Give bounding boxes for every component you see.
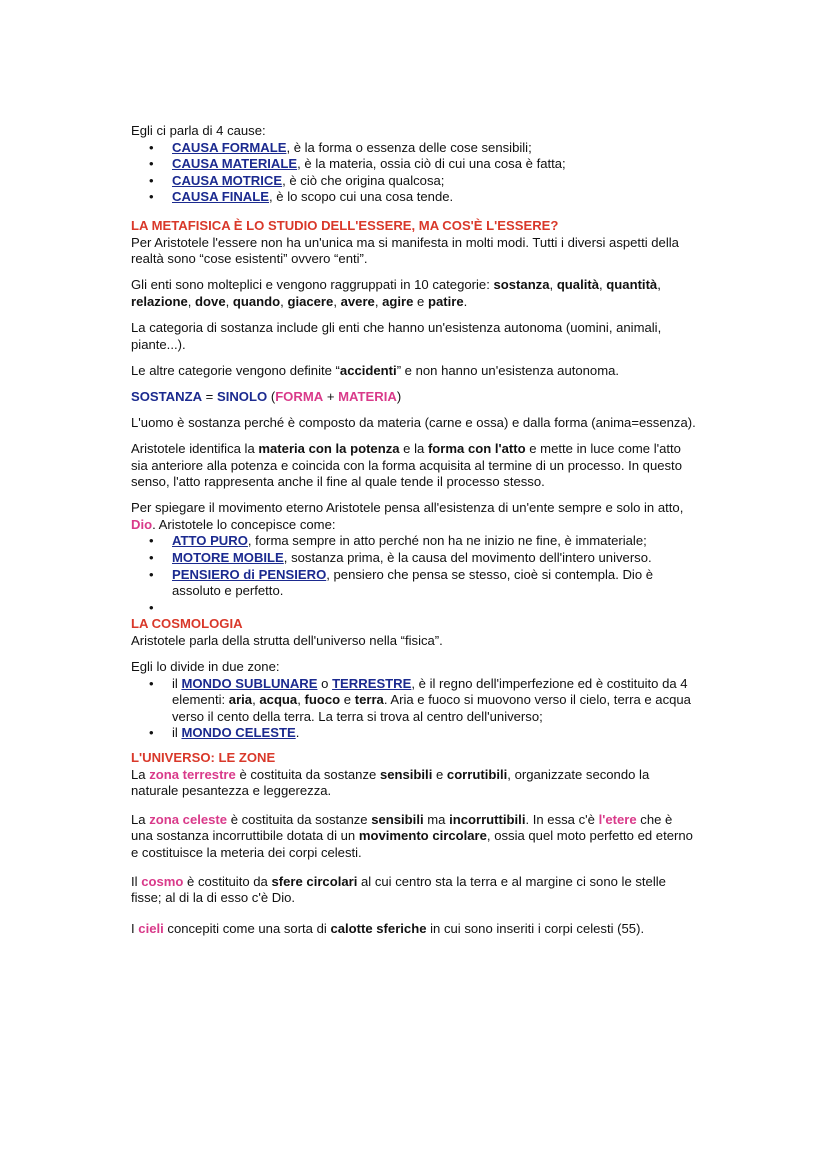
paragraph: [131, 921, 696, 938]
bold-term: avere: [340, 293, 375, 309]
bullet-icon: •: [149, 533, 154, 549]
text: ,: [374, 293, 383, 309]
text: ma: [423, 811, 450, 827]
text: è costituito da: [183, 873, 272, 889]
list-item: [131, 156, 696, 173]
paragraph: [131, 441, 696, 491]
text: o: [317, 675, 333, 691]
text: ,: [225, 293, 233, 309]
text: La: [131, 811, 150, 827]
list-item: [131, 567, 696, 600]
item-text: , è la forma o essenza delle cose sensibili;: [286, 139, 532, 155]
text: .: [295, 725, 300, 741]
text: , organizzate secondo la naturale pesantezza e leggerezza.: [131, 766, 650, 799]
paragraph: [131, 500, 696, 533]
intro-text: Egli ci parla di 4 cause:: [131, 123, 266, 138]
item-text: , è ciò che origina qualcosa;: [282, 172, 445, 188]
paragraph: La categoria di sostanza include gli enti che hanno un'esistenza autonoma (uomini, animali, piante...).: [131, 319, 662, 352]
text: è costituita da sostanze: [227, 811, 372, 827]
text: al cui centro sta la terra e al margine ci sono le stelle fisse; al di la di esso c'è Dio.: [131, 873, 666, 906]
text: Aristotele identifica la: [131, 440, 259, 456]
section-heading: L'UNIVERSO: LE ZONE: [131, 750, 276, 765]
text: e: [432, 766, 447, 782]
section-heading: LA METAFISICA È LO STUDIO DELL'ESSERE, MA COS'È L'ESSERE?: [131, 217, 559, 233]
bold-term: forma con l'atto: [427, 440, 526, 456]
list-item: [131, 676, 696, 726]
paragraph: Per Aristotele l'essere non ha un'unica ma si manifesta in molti modi. Tutti i diversi aspetti della realtà sono “cose esistenti” ovvero “enti”.: [131, 234, 679, 267]
bold-term: relazione: [131, 293, 188, 309]
text: in cui sono inseriti i corpi celesti (55).: [426, 920, 645, 936]
paragraph: L'uomo è sostanza perché è composto da materia (carne e ossa) e dalla forma (anima=essenza).: [131, 414, 696, 430]
bold-term: patire: [427, 293, 464, 309]
bold-term: giacere: [287, 293, 334, 309]
highlight-term: zona celeste: [149, 811, 228, 827]
document-page: [131, 123, 696, 937]
text: . Aria e fuoco si muovono verso il cielo, terra e acqua verso il cento della terra. La terra si trova al centro dell'universo;: [172, 692, 691, 724]
text: il: [172, 725, 182, 741]
term: CAUSA MOTRICE: [172, 172, 283, 188]
list-item: [131, 550, 696, 567]
text: e: [413, 293, 428, 309]
text: concepiti come una sorta di: [163, 920, 331, 936]
term: MOTORE MOBILE: [172, 549, 284, 565]
text: Le altre categorie vengono definite “: [131, 362, 340, 378]
text: +: [323, 388, 339, 404]
dio-list: [131, 533, 696, 616]
item-text: , sostanza prima, è la causa del movimento dell'intero universo.: [283, 549, 652, 565]
list-item: [131, 533, 696, 550]
term: MONDO SUBLUNARE: [181, 675, 318, 691]
list-item: [131, 725, 696, 742]
text: Per spiegare il movimento eterno Aristotele pensa all'esistenza di un'ente sempre e solo in atto,: [131, 500, 684, 516]
text: ,: [280, 293, 288, 309]
term: CAUSA FINALE: [172, 189, 269, 205]
term: CAUSA FORMALE: [172, 139, 287, 155]
bold-term: sensibili: [379, 766, 433, 782]
text: Gli enti sono molteplici e vengono raggruppati in 10 categorie:: [131, 277, 494, 293]
text: La: [131, 766, 150, 782]
bold-term: terra: [354, 692, 384, 708]
bold-term: sostanza: [493, 277, 550, 293]
term: MONDO CELESTE: [181, 725, 296, 741]
paragraph: [131, 874, 696, 907]
text: ,: [252, 692, 260, 708]
cause-list: [131, 140, 696, 206]
text: I: [131, 920, 139, 936]
term: CAUSA MATERIALE: [172, 156, 298, 172]
text: ): [396, 388, 402, 404]
bold-term: qualità: [556, 277, 600, 293]
bullet-icon: •: [149, 675, 154, 691]
text: , è il regno dell'imperfezione ed è costituito da 4 elementi:: [172, 675, 688, 708]
list-item: [131, 140, 696, 157]
highlight-term: zona terrestre: [149, 766, 236, 782]
bold-term: sensibili: [371, 811, 424, 827]
bold-term: calotte sferiche: [330, 920, 427, 936]
text: (: [267, 388, 276, 404]
paragraph: [131, 363, 696, 380]
paragraph: Aristotele parla della strutta dell'universo nella “fisica”.: [131, 632, 443, 648]
bold-term: quando: [232, 293, 281, 309]
text: , ossia quel moto perfetto ed eterno e costituisce la meteria dei corpi celesti.: [131, 828, 693, 860]
bold-term: aria: [228, 692, 253, 708]
paragraph: [131, 277, 696, 310]
highlight-term: Dio: [131, 516, 153, 532]
list-item: [131, 189, 696, 206]
text: che è una sostanza incorruttibile dotata di un: [131, 811, 673, 844]
text: e: [340, 692, 355, 708]
bold-term: fuoco: [304, 692, 341, 708]
bullet-icon: •: [149, 549, 154, 565]
bullet-icon: •: [149, 156, 154, 172]
paragraph: [131, 767, 696, 800]
highlight-term: cieli: [138, 920, 164, 936]
bold-term: acqua: [259, 692, 298, 708]
item-text: , forma sempre in atto perché non ha ne inizio ne fine, è immateriale;: [247, 533, 647, 549]
text: .: [463, 293, 468, 309]
text: il: [172, 675, 182, 691]
bold-term: materia con la potenza: [258, 440, 400, 456]
highlight-term: l'etere: [598, 811, 637, 827]
bullet-icon: •: [149, 189, 154, 205]
text: ,: [549, 277, 557, 293]
text: e mette in luce come l'atto sia anteriore alla potenza e coincida con la forma acquisita al termine di un processo. In questo senso, l'atto rappresenta anche il fine al quale tende il processo stesso.: [131, 440, 682, 490]
text: è costituita da sostanze: [235, 766, 380, 782]
bold-term: dove: [195, 293, 226, 309]
bold-term: sfere circolari: [271, 873, 358, 889]
text: Il: [131, 873, 142, 889]
bullet-icon: •: [149, 566, 154, 582]
term: PENSIERO di PENSIERO: [172, 566, 327, 582]
bold-term: accidenti: [339, 362, 397, 378]
text: ,: [599, 277, 607, 293]
section-heading: LA COSMOLOGIA: [131, 616, 243, 632]
bullet-icon: •: [149, 139, 154, 155]
text: ,: [333, 293, 341, 309]
bullet-icon: •: [149, 599, 154, 615]
text: ,: [657, 277, 661, 293]
text: ,: [297, 692, 305, 708]
text: ,: [187, 293, 196, 309]
item-text: , è la materia, ossia ciò di cui una cosa è fatta;: [297, 156, 566, 172]
text: e la: [399, 440, 428, 456]
highlight-term: cosmo: [141, 873, 184, 889]
bullet-icon: •: [149, 172, 154, 188]
item-text: , è lo scopo cui una cosa tende.: [269, 189, 454, 205]
bold-term: corrutibili: [446, 766, 508, 782]
bullet-icon: •: [149, 725, 154, 741]
formula-term: MATERIA: [338, 388, 397, 404]
list-item: [131, 600, 696, 617]
text: =: [202, 388, 217, 404]
paragraph: Egli lo divide in due zone:: [131, 659, 280, 675]
formula-term: SOSTANZA: [131, 388, 203, 404]
item-text: , pensiero che pensa se stesso, cioè si contempla. Dio è assoluto e perfetto.: [172, 566, 654, 599]
bold-term: quantità: [606, 277, 658, 293]
paragraph: [131, 812, 696, 862]
list-item: [131, 173, 696, 190]
term: TERRESTRE: [332, 675, 412, 691]
text: . Aristotele lo concepisce come:: [152, 516, 336, 532]
formula-term: FORMA: [275, 388, 324, 404]
bold-term: agire: [382, 293, 414, 309]
formula-term: SINOLO: [216, 388, 268, 404]
zone-list: [131, 676, 696, 742]
text: ” e non hanno un'esistenza autonoma.: [396, 362, 620, 378]
term: ATTO PURO: [172, 533, 248, 549]
bold-term: incorruttibili: [449, 811, 526, 827]
text: . In essa c'è: [525, 811, 599, 827]
bold-term: movimento circolare: [358, 828, 487, 844]
formula: [131, 389, 696, 406]
